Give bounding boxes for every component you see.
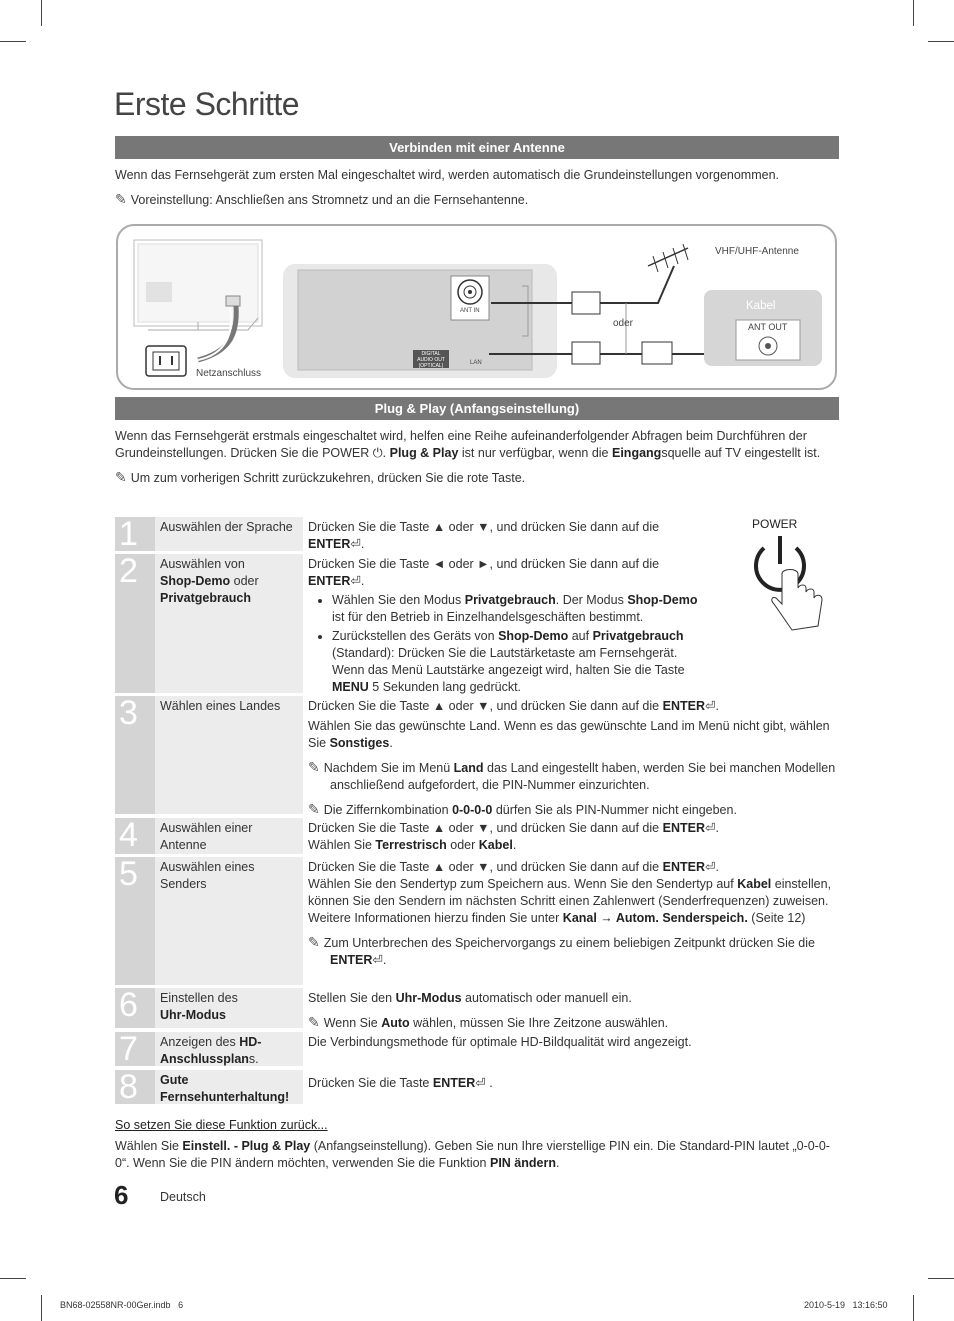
enter-icon: ⏎ xyxy=(475,1076,486,1090)
step-label: Auswählen einer Antenne xyxy=(155,818,303,854)
step-label: Auswählen der Sprache xyxy=(155,517,303,551)
crop-mark xyxy=(41,1295,42,1321)
step-number: 3 xyxy=(119,694,138,732)
crop-mark xyxy=(0,1278,26,1279)
vhf-label: VHF/UHF-Antenne xyxy=(715,246,799,257)
enter-icon: ⏎ xyxy=(704,821,716,835)
file-info: BN68-02558NR-00Ger.indb 6 xyxy=(60,1300,184,1310)
step-row xyxy=(115,517,839,551)
step-number: 8 xyxy=(119,1068,138,1106)
antenna-note: ✎ Voreinstellung: Anschließen ans Stromnetz und an die Fernsehantenne. xyxy=(115,191,529,207)
oder-label: oder xyxy=(613,318,634,329)
step-number: 5 xyxy=(119,855,138,893)
step-desc: Drücken Sie die Taste ENTER⏎ . xyxy=(308,1076,493,1090)
step-desc: Drücken Sie die Taste ◄ oder ►, und drücken Sie dann auf die ENTER⏎. • Wählen Sie den Modus Privatgebrauch. Der Modus Shop-Demo ist für den Betrieb in Einzelhandelsgeschäften bestimmt. • Zurückstellen des Geräts von Shop-Demo auf Privatgebrauch (Standard): Drücken Sie die Lautstärketaste am Fernsehgerät. Wenn das Menü Lautstärke angezeigt wird, halten Sie die Taste MENU 5 Sekunden lang gedrückt. xyxy=(308,554,708,698)
reset-text: Wählen Sie Einstell. - Plug & Play (Anfangseinstellung). Geben Sie nun Ihre vierstellige PIN ein. Die Standard-PIN lautet „0-0-0-0“. Wenn Sie die PIN ändern möchten, verwenden Sie die Funktion PIN ändern. xyxy=(115,1139,830,1170)
step-number: 1 xyxy=(119,515,138,553)
note-icon: ✎ xyxy=(115,191,127,207)
crop-mark xyxy=(913,1295,914,1321)
step-label: Wählen eines Landes xyxy=(155,696,303,814)
page-title: Erste Schritte xyxy=(114,86,300,122)
step-number: 2 xyxy=(119,552,138,590)
crop-mark xyxy=(41,0,42,26)
step-desc: Drücken Sie die Taste ▲ oder ▼, und drücken Sie dann auf die ENTER⏎. Wählen Sie das gewünschte Land. Wenn es das gewünschte Land im Menü nicht gibt, wählen Sie Sonstiges. ✎ Nachdem Sie im Menü Land das Land eingestellt haben, werden Sie bei manchen Modellen anschließend aufgefordert, die PIN-Nummer einzurichten. ✎ Die Ziffernkombination 0-0-0-0 dürfen Sie als PIN-Nummer nicht eingeben. xyxy=(308,699,836,817)
crop-mark xyxy=(928,41,954,42)
step-row xyxy=(115,554,839,693)
section-heading-plugplay: Plug & Play (Anfangseinstellung) xyxy=(115,397,839,420)
step-desc: Drücken Sie die Taste ▲ oder ▼, und drücken Sie dann auf die ENTER⏎. xyxy=(308,520,660,551)
crop-mark xyxy=(928,1278,954,1279)
step-label: Einstellen des Uhr-Modus xyxy=(155,988,303,1028)
plugplay-intro: Wenn das Fernsehgerät erstmals eingeschaltet wird, helfen eine Reihe aufeinanderfolgender Abfragen beim Durchführen der Grundeinstellungen. Drücken Sie die POWER ⏻. Plug & Play ist nur verfügbar, wenn die Eingangsquelle auf TV eingestellt ist. xyxy=(115,429,821,460)
reset-heading: So setzen Sie diese Funktion zurück... xyxy=(115,1118,328,1132)
antenna-intro: Wenn das Fernsehgerät zum ersten Mal eingeschaltet wird, werden automatisch die Grundeinstellungen vorgenommen. xyxy=(115,168,780,182)
section-heading-antenna: Verbinden mit einer Antenne xyxy=(115,136,839,159)
power-icon: ⏻ xyxy=(372,446,383,460)
step-row xyxy=(115,1032,839,1066)
step-number: 4 xyxy=(119,816,138,854)
note-icon: ✎ xyxy=(308,1014,320,1030)
plugplay-note: ✎ Um zum vorherigen Schritt zurückzukehren, drücken Sie die rote Taste. xyxy=(115,469,526,485)
enter-icon: ⏎ xyxy=(704,860,716,874)
print-date: 2010-5-19 13:16:50 xyxy=(804,1300,888,1310)
note-icon: ✎ xyxy=(308,934,320,950)
step-row xyxy=(115,857,839,985)
enter-icon: ⏎ xyxy=(704,699,716,713)
step-label: Auswählen von Shop-Demo oder Privatgebrauch xyxy=(155,554,303,693)
language-label: Deutsch xyxy=(160,1190,206,1204)
note-icon: ✎ xyxy=(308,759,320,775)
step-desc: Drücken Sie die Taste ▲ oder ▼, und drücken Sie dann auf die ENTER⏎. Wählen Sie den Sendertyp zum Speichern aus. Wenn Sie den Sendertyp auf Kabel einstellen, können Sie den Sendern im nächsten Schritt einen Zahlenwert (Senderfrequenzen) zuweisen. Weitere Informationen hierzu finden Sie unter Kanal → Autom. Senderspeich. (Seite 12) ✎ Zum Unterbrechen des Speichervorgangs zu einem beliebigen Zeitpunkt drücken Sie die ENTER⏎. xyxy=(308,860,832,967)
step-label: Anzeigen des HD-Anschlussplans. xyxy=(155,1032,303,1066)
netz-label: Netzanschluss xyxy=(196,368,262,379)
page-number: 6 xyxy=(114,1180,129,1210)
step-desc: Stellen Sie den Uhr-Modus automatisch oder manuell ein. ✎ Wenn Sie Auto wählen, müssen Sie Ihre Zeitzone auswählen. xyxy=(308,991,669,1030)
step-label: Gute Fernsehunterhaltung! xyxy=(155,1070,303,1104)
step-row xyxy=(115,988,839,1028)
step-desc: Die Verbindungsmethode für optimale HD-Bildqualität wird angezeigt. xyxy=(308,1035,692,1049)
step-number: 7 xyxy=(119,1030,138,1068)
note-icon: ✎ xyxy=(308,801,320,817)
digital-label: DIGITAL AUDIO OUT (OPTICAL) xyxy=(417,351,445,369)
ant-out-label: ANT OUT xyxy=(748,322,788,332)
step-label: Auswählen eines Senders xyxy=(155,857,303,985)
kabel-label: Kabel xyxy=(746,300,776,312)
step-row xyxy=(115,818,839,854)
enter-icon: ⏎ xyxy=(350,537,361,551)
antenna-diagram xyxy=(116,224,837,390)
step-number: 6 xyxy=(119,986,138,1024)
crop-mark xyxy=(0,41,26,42)
note-icon: ✎ xyxy=(115,469,127,485)
ant-in-label: ANT IN xyxy=(460,308,480,314)
power-label: POWER xyxy=(752,517,798,531)
enter-icon: ⏎ xyxy=(372,953,383,967)
crop-mark xyxy=(913,0,914,26)
lan-label: LAN xyxy=(470,360,482,366)
enter-icon: ⏎ xyxy=(350,574,361,588)
step-row xyxy=(115,1070,839,1104)
step-desc: Drücken Sie die Taste ▲ oder ▼, und drücken Sie dann auf die ENTER⏎. Wählen Sie Terrestrisch oder Kabel. xyxy=(308,821,719,852)
step-row xyxy=(115,694,839,817)
